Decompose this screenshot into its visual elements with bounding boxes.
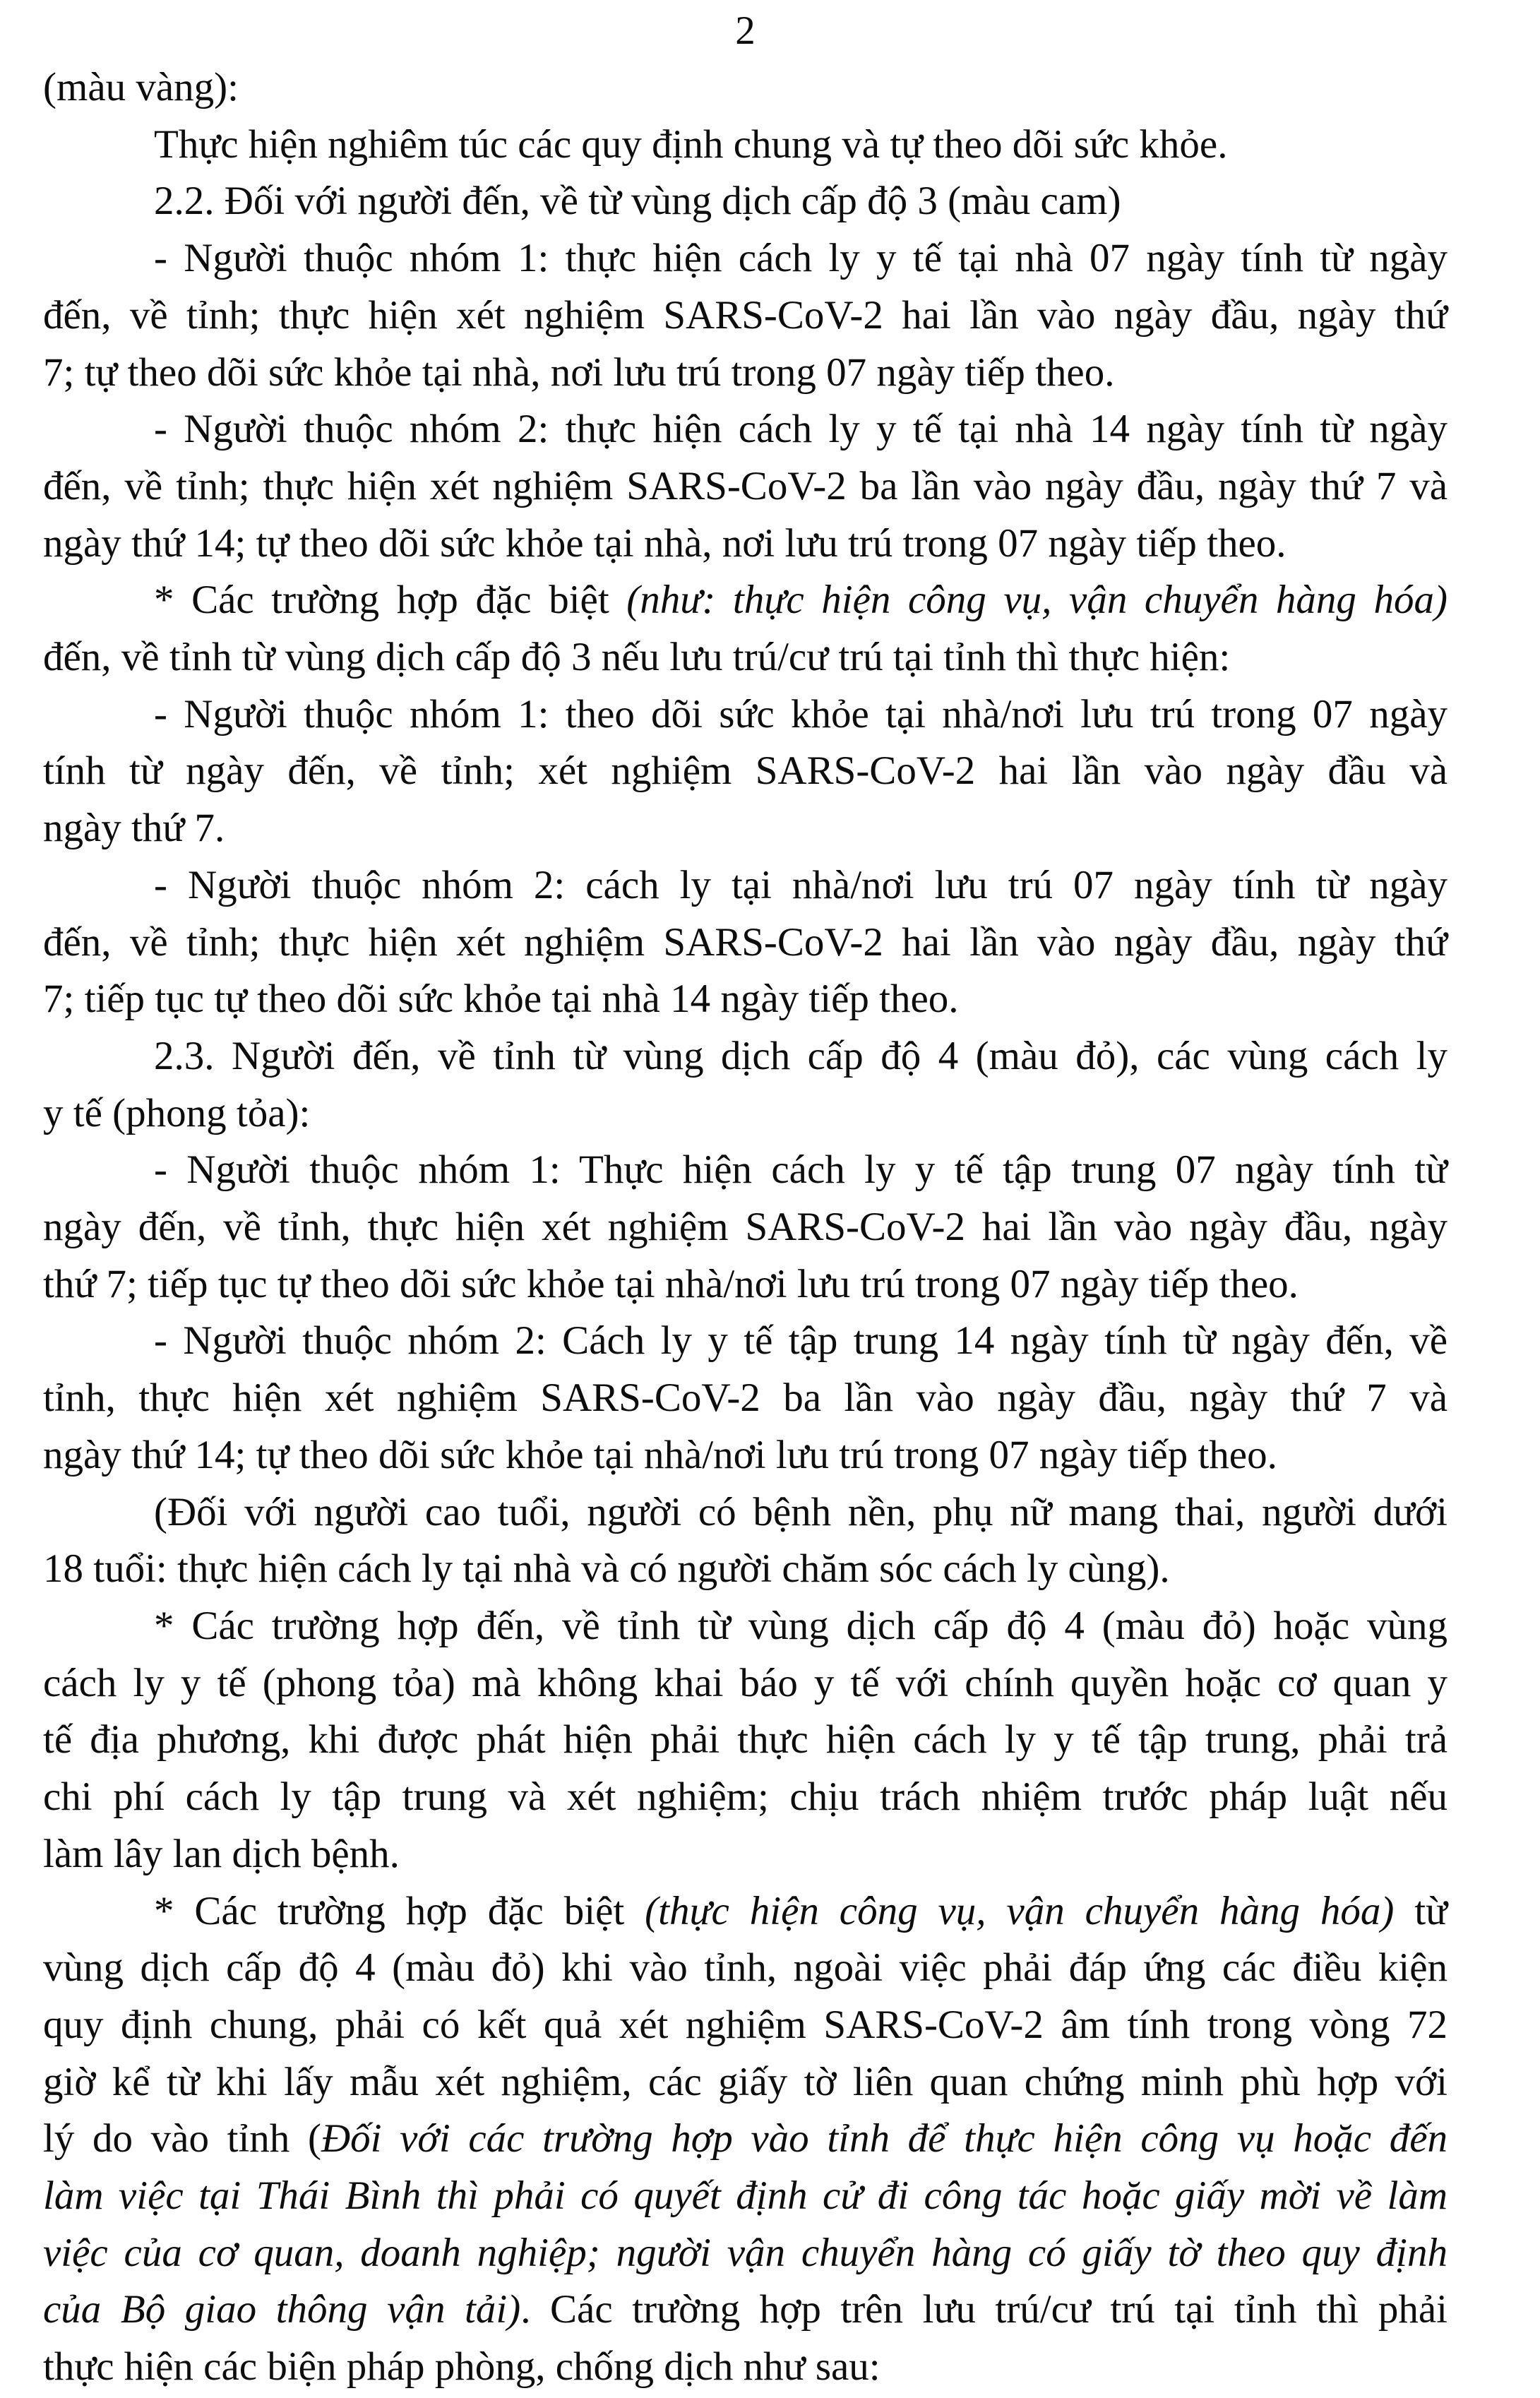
text-line: (Đối với người cao tuổi, người có bệnh nền, phụ nữ mang thai, người dưới: [154, 1489, 1448, 1534]
text-line: [43, 2225, 1448, 2282]
text-line: thực hiện các biện pháp phòng, chống dịch như sau:: [43, 2344, 881, 2390]
text-line: - Người thuộc nhóm 2: cách ly tại nhà/nơi lưu trú 07 ngày tính từ ngày: [154, 862, 1448, 907]
text-line: 2.2. Đối với người đến, về từ vùng dịch cấp độ 3 (màu cam): [154, 179, 1121, 224]
text-line: - Người thuộc nhóm 2: thực hiện cách ly y tế tại nhà 14 ngày tính từ ngày: [154, 407, 1448, 452]
text-line: làm lây lan dịch bệnh.: [43, 1831, 400, 1876]
text-line: [43, 2281, 1448, 2339]
text-line: * Các trường hợp đến, về tỉnh từ vùng dịch cấp độ 4 (màu đỏ) hoặc vùng: [154, 1603, 1448, 1648]
text-line: - Người thuộc nhóm 1: thực hiện cách ly y tế tại nhà 07 ngày tính từ ngày: [154, 236, 1448, 281]
paragraph: [43, 117, 1448, 174]
text-line: đến, về tỉnh từ vùng dịch cấp độ 3 nếu lưu trú/cư trú tại tỉnh thì thực hiện:: [43, 635, 1231, 680]
text-line: - Người thuộc nhóm 1: Thực hiện cách ly y tế tập trung 07 ngày tính từ: [154, 1147, 1448, 1193]
italic-text-run: (như: thực hiện công vụ, vận chuyển hàng hóa): [626, 578, 1448, 623]
text-line: tỉnh, thực hiện xét nghiệm SARS-CoV-2 ba lần vào ngày đầu, ngày thứ 7 và: [43, 1376, 1448, 1421]
text-line: (màu vàng):: [43, 65, 239, 109]
text-line: ngày đến, về tỉnh, thực hiện xét nghiệm SARS-CoV-2 hai lần vào ngày đầu, ngày: [43, 1205, 1448, 1250]
text-run: * Các trường hợp đặc biệt: [154, 1888, 645, 1933]
text-line: đến, về tỉnh; thực hiện xét nghiệm SARS-CoV-2 hai lần vào ngày đầu, ngày thứ: [43, 292, 1448, 338]
italic-text-run: Đối với các trường hợp vào tỉnh để thực hiện công vụ hoặc đến: [321, 2116, 1448, 2161]
text-line: 7; tiếp tục tự theo dõi sức khỏe tại nhà 14 ngày tiếp theo.: [43, 977, 959, 1022]
italic-text-run: việc của cơ quan, doanh nghiệp; người vận chuyển hàng có giấy tờ theo quy định: [43, 2230, 1448, 2275]
italic-text-run: làm việc tại Thái Bình thì phải có quyết định cử đi công tác hoặc giấy mời về làm: [43, 2173, 1448, 2219]
page-number: 2: [735, 8, 756, 53]
text-line: - Người thuộc nhóm 2: Cách ly y tế tập trung 14 ngày tính từ ngày đến, về: [154, 1318, 1448, 1364]
text-line: [43, 2111, 1448, 2168]
paragraph: [43, 59, 1448, 117]
text-line: cách ly y tế (phong tỏa) mà không khai báo y tế với chính quyền hoặc cơ quan y: [43, 1660, 1448, 1705]
text-line: 7; tự theo dõi sức khỏe tại nhà, nơi lưu trú trong 07 ngày tiếp theo.: [43, 350, 1115, 395]
italic-text-run: của Bộ giao thông vận tải): [43, 2287, 521, 2332]
text-run: . Các trường hợp trên lưu trú/cư trú tại tỉnh thì phải: [520, 2287, 1448, 2332]
text-line: - Người thuộc nhóm 1: theo dõi sức khỏe tại nhà/nơi lưu trú trong 07 ngày: [154, 691, 1448, 736]
paragraph: [43, 1313, 1448, 1484]
text-line: đến, về tỉnh; thực hiện xét nghiệm SARS-CoV-2 hai lần vào ngày đầu, ngày thứ: [43, 919, 1448, 965]
paragraph: [43, 857, 1448, 1028]
text-line: chi phí cách ly tập trung và xét nghiệm; chịu trách nhiệm trước pháp luật nếu: [43, 1774, 1448, 1820]
text-line: [43, 572, 1448, 629]
paragraph: [43, 173, 1448, 230]
text-line: [43, 1883, 1448, 1940]
text-line: ngày thứ 14; tự theo dõi sức khỏe tại nhà, nơi lưu trú trong 07 ngày tiếp theo.: [43, 520, 1287, 566]
text-line: tính từ ngày đến, về tỉnh; xét nghiệm SARS-CoV-2 hai lần vào ngày đầu và: [43, 748, 1448, 794]
text-line: vùng dịch cấp độ 4 (màu đỏ) khi vào tỉnh, ngoài việc phải đáp ứng các điều kiện: [43, 1945, 1448, 1991]
text-line: 18 tuổi: thực hiện cách ly tại nhà và có người chăm sóc cách ly cùng).: [43, 1546, 1170, 1592]
text-line: ngày thứ 7.: [43, 806, 225, 851]
paragraph: [43, 230, 1448, 401]
paragraph: [43, 1142, 1448, 1313]
text-line: tế địa phương, khi được phát hiện phải thực hiện cách ly y tế tập trung, phải trả: [43, 1717, 1448, 1762]
paragraph: [43, 572, 1448, 686]
text-run: * Các trường hợp đặc biệt: [154, 578, 627, 623]
text-line: giờ kể từ khi lấy mẫu xét nghiệm, các giấy tờ liên quan chứng minh phù hợp với: [43, 2059, 1448, 2104]
text-line: ngày thứ 14; tự theo dõi sức khỏe tại nhà/nơi lưu trú trong 07 ngày tiếp theo.: [43, 1432, 1277, 1477]
paragraph: [43, 1883, 1448, 2396]
text-line: đến, về tỉnh; thực hiện xét nghiệm SARS-CoV-2 ba lần vào ngày đầu, ngày thứ 7 và: [43, 463, 1448, 508]
paragraph: [43, 1484, 1448, 1598]
italic-text-run: (thực hiện công vụ, vận chuyển hàng hóa): [645, 1888, 1395, 1933]
text-line: [43, 2168, 1448, 2225]
document-body: [43, 59, 1448, 2396]
text-run: từ: [1394, 1888, 1448, 1933]
text-line: quy định chung, phải có kết quả xét nghiệm SARS-CoV-2 âm tính trong vòng 72: [43, 2002, 1448, 2047]
text-run: lý do vào tỉnh (: [43, 2116, 321, 2161]
paragraph: [43, 686, 1448, 857]
text-line: 2.3. Người đến, về tỉnh từ vùng dịch cấp độ 4 (màu đỏ), các vùng cách ly: [154, 1033, 1448, 1078]
paragraph: [43, 401, 1448, 572]
text-line: Thực hiện nghiêm túc các quy định chung và tự theo dõi sức khỏe.: [154, 121, 1228, 167]
paragraph: [43, 1598, 1448, 1883]
text-line: thứ 7; tiếp tục tự theo dõi sức khỏe tại nhà/nơi lưu trú trong 07 ngày tiếp theo.: [43, 1261, 1299, 1306]
text-line: y tế (phong tỏa):: [43, 1090, 311, 1135]
paragraph: [43, 1028, 1448, 1142]
